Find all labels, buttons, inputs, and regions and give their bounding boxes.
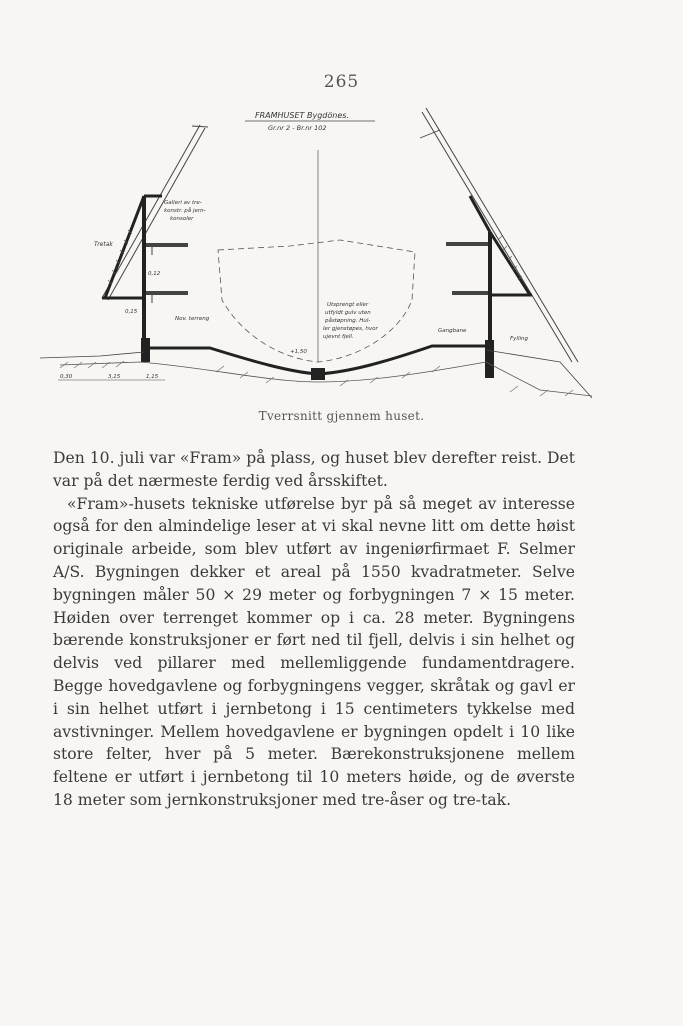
cross-section-figure	[40, 100, 600, 400]
figure-subtitle: Gr.nr 2 - Br.nr 102	[268, 124, 327, 132]
label-dim-015: 0,15	[125, 309, 138, 315]
label-fylling: Fylling	[510, 336, 528, 342]
label-galleri: Galleri av tre- konstr. på jern- konsoler	[164, 200, 206, 222]
label-dim-115: 1,15	[146, 374, 159, 380]
label-dim-030: 0,30	[60, 374, 73, 380]
figure-title: FRAMHUSET Bygdönes.	[255, 111, 349, 120]
figure-caption: Tverrsnitt gjennem huset.	[258, 409, 425, 423]
cross-section-drawing	[40, 100, 600, 400]
paragraph-2: «Fram»-husets tekniske utførelse byr på så meget av interesse også for den almindelige leser at vi skal nevne litt om dette høist originale arbeide, som blev utført av ingeniørfirmaet F. Selmer A/S. Bygningen dekker et areal på 1550 kvadratmeter. Selve bygningen måler 50 × 29 meter og forbygningen 7 × 15 meter. Høiden over terrenget kommer op i ca. 28 meter. Bygningens bærende konstruksjoner er ført ned til fjell, delvis i sin helhet og delvis ved pillarer med mellemliggende fundamentdragere. Begge hovedgavlene og forbygningens vegger, skråtak og gavl er i sin helhet utført i jernbetong i 15 centimeters tykkelse med avstivninger. Mellem hovedgavlene er bygningen opdelt i 10 like store felter, hver på 5 meter. Bærekonstruksjonene mellem feltene er utført i jernbetong til 10 meters høide, og de øverste 18 meter som jernkonstruksjoner med tre-åser og tre-tak.	[53, 494, 575, 809]
paragraph-1: Den 10. juli var «Fram» på plass, og huset blev derefter reist. Det var på det nærmeste ferdig ved årsskiftet.	[53, 449, 575, 490]
label-utsprengt: Utsprengt eller utfyldt gulv uten påstøpning. Hul- ler gjenstøpes, hvor ujevnt fjell.	[323, 302, 378, 340]
body-text	[53, 447, 575, 812]
label-tretak: Tretak	[94, 241, 113, 248]
label-dim-012: 0,12	[148, 271, 161, 277]
label-gangbane: Gangbane	[438, 328, 467, 334]
label-dim-150: +1,50	[290, 349, 307, 355]
label-dim-315: 3,15	[108, 374, 121, 380]
label-nov-terreng: Nov. terreng	[175, 316, 210, 322]
page-number: 265	[323, 72, 360, 92]
